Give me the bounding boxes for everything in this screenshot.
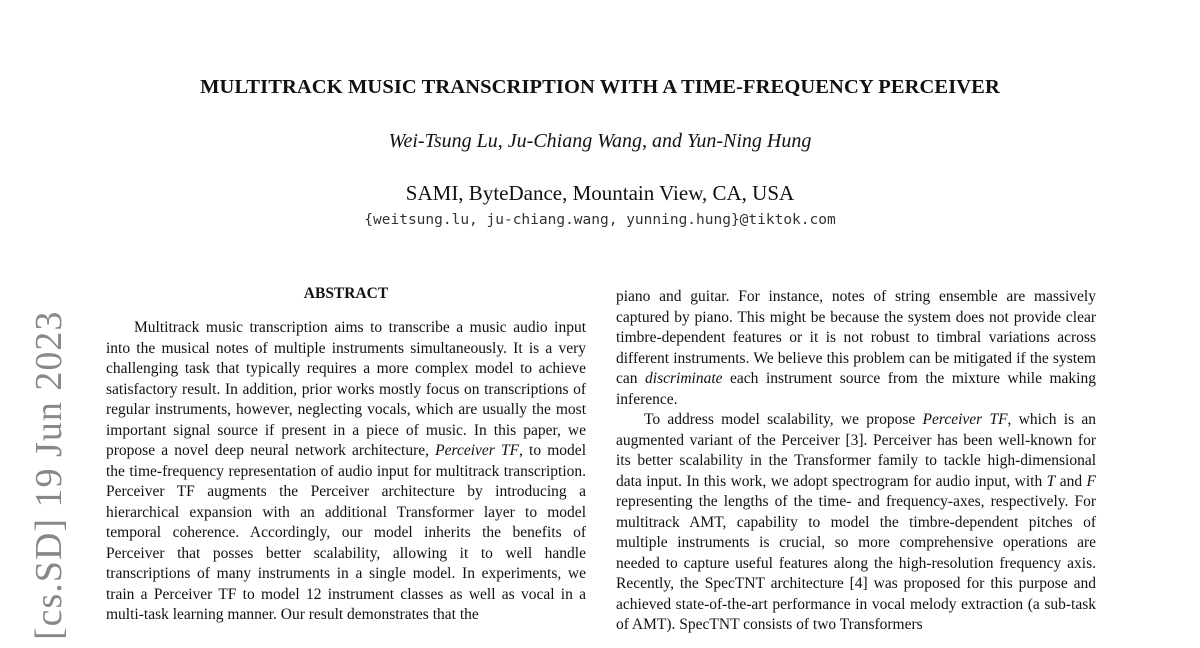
abstract-text-part1: Multitrack music transcription aims to transcribe a music audio input into the musical notes of multiple instruments simultaneously. It is a very challenging task that typically requires a more complex model to achieve satisfactory result. In addition, prior works mostly focus on transcriptions of regular instruments, however, neglecting vocals, which are usually the most important signal source if present in a piece of music. In this paper, we propose a novel deep neural network architecture,: [106, 319, 586, 459]
intro-p1-emphasis: discriminate: [645, 370, 723, 387]
abstract-heading: ABSTRACT: [303, 285, 389, 302]
left-column: [106, 284, 586, 626]
abstract-text-emphasis: Perceiver TF: [435, 442, 520, 459]
paper-authors: Wei-Tsung Lu, Ju-Chiang Wang, and Yun-Ning Hung: [388, 130, 812, 152]
paper-affiliation: SAMI, ByteDance, Mountain View, CA, USA: [405, 181, 795, 205]
intro-p2-part4: representing the lengths of the time- and frequency-axes, respectively. For multitrack AMT, capability to model the timbre-dependent pitches of multiple instruments is crucial, so more comprehensive operations are needed to capture useful features along the high-resolution frequency axis. Recently, the SpecTNT architecture [4] was proposed for this purpose and achieved state-of-the-art performance in vocal melody extraction (a sub-task of AMT). SpecTNT consists of two Transformers: [616, 493, 1096, 633]
right-column: [616, 287, 1096, 636]
paper-title: MULTITRACK MUSIC TRANSCRIPTION WITH A TIME-FREQUENCY PERCEIVER: [200, 76, 1000, 98]
abstract-text-part2: , to model the time-frequency representation of audio input for multitrack transcription. Perceiver TF augments the Perceiver architecture by introducing a hierarchical expansion with an additional Transformer layer to model temporal coherence. Accordingly, our model inherits the benefits of Perceiver that posses better scalability, allowing it to well handle transcriptions of many instruments in a single model. In experiments, we train a Perceiver TF to model 12 instrument classes as well as vocal in a multi-task learning manner. Our result demonstrates that the: [106, 442, 586, 623]
intro-p1-part1: piano and guitar. For instance, notes of string ensemble are massively captured by piano. This might be because the system does not provide clear timbre-dependent features or it is not robust to timbral variations across different instruments. We believe this problem can be mitigated if the system can: [616, 288, 1096, 387]
author-emails: {weitsung.lu, ju-chiang.wang, yunning.hung}@tiktok.com: [364, 212, 836, 228]
arxiv-identifier: [cs.SD] 19 Jun 2023: [28, 310, 70, 640]
intro-p2-emphasis-2: T: [1046, 472, 1056, 490]
intro-p2-part2: , which is an augmented variant of the Perceiver [3]. Perceiver has been well-known for its better scalability in the Transformer family to tackle high-dimensional data input. In this work, we adopt spectrogram for audio input, with: [616, 411, 1096, 490]
intro-p1-part2: each instrument source from the mixture while making inference.: [616, 370, 1096, 408]
intro-paragraph-1: [616, 287, 1096, 410]
intro-p2-part1: To address model scalability, we propose: [644, 411, 923, 428]
intro-p2-emphasis-1: Perceiver TF: [922, 411, 1008, 428]
intro-paragraph-2: [616, 410, 1096, 636]
intro-p2-emphasis-3: F: [1086, 472, 1096, 490]
intro-p2-part3: and: [1055, 472, 1087, 490]
abstract-paragraph: [106, 318, 586, 626]
